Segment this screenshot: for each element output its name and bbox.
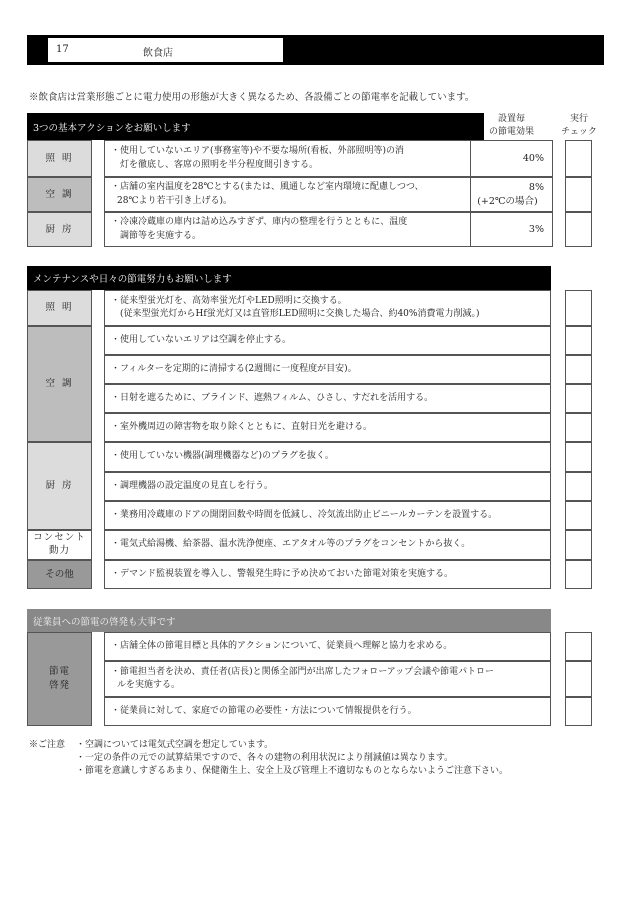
text-line: ルを実施する。 xyxy=(117,680,181,690)
section2-title: メンテナンスや日々の節電努力もお願いします xyxy=(33,274,232,285)
section1-action-aircon xyxy=(104,177,484,212)
check-header-line2: チェック xyxy=(561,127,597,138)
section2-header xyxy=(27,266,551,290)
section2-item: ・電気式給湯機、給茶器、温水洗浄便座、エアタオル等のプラグをコンセントから抜く。 xyxy=(104,530,551,560)
section2-item xyxy=(104,290,551,326)
label-line: 節電 xyxy=(48,666,70,678)
check-box[interactable] xyxy=(565,661,592,697)
section2-label-aircon: 空 調 xyxy=(27,326,92,442)
text-line: 灯を徹底し、客席の照明を半分程度間引きする。 xyxy=(120,159,319,170)
check-box[interactable] xyxy=(565,326,592,355)
check-box[interactable] xyxy=(565,697,592,726)
effect-column-header xyxy=(470,113,553,139)
section1-header xyxy=(27,113,484,140)
text-line: ・従来型蛍光灯を、高効率蛍光灯やLED照明に交換する。 xyxy=(111,295,347,306)
check-box[interactable] xyxy=(565,560,592,589)
section3-title: 従業員への節電の啓発も大事です xyxy=(33,616,176,628)
section3-label-awareness xyxy=(27,632,92,726)
section3-item xyxy=(104,661,551,697)
text-line: 28℃より若干引き上げる)。 xyxy=(117,195,233,206)
text-line: (従来型蛍光灯からHf蛍光灯又は直管形LED照明に交換した場合、約40%消費電力削減。) xyxy=(120,309,480,319)
section2-item: ・フィルターを定期的に清掃する(2週間に一度程度が目安)。 xyxy=(104,355,551,384)
section2-item: ・使用していないエリアは空調を停止する。 xyxy=(104,326,551,355)
check-box[interactable] xyxy=(565,212,592,247)
section1-label-kitchen: 厨 房 xyxy=(27,212,92,247)
section1-title: 3つの基本アクションをお願いします xyxy=(33,122,191,134)
section2-label-other: その他 xyxy=(27,560,92,589)
section1-label-aircon: 空 調 xyxy=(27,177,92,212)
title-box xyxy=(48,38,283,62)
page-number: 17 xyxy=(56,44,69,55)
text-line: ・冷凍冷蔵庫の庫内は詰め込みすぎず、庫内の整理を行うとともに、温度 xyxy=(111,217,408,228)
check-column-header xyxy=(556,113,602,139)
label-line: 動力 xyxy=(48,545,70,556)
check-box[interactable] xyxy=(565,501,592,530)
text-line: 調節等を実施する。 xyxy=(120,230,202,241)
check-box[interactable] xyxy=(565,384,592,413)
section1-effect-kitchen xyxy=(470,212,553,247)
section2-item: ・業務用冷蔵庫のドアの開閉回数や時間を低減し、冷気流出防止ビニールカーテンを設置する。 xyxy=(104,501,551,530)
check-box[interactable] xyxy=(565,442,592,472)
section1-action-lighting xyxy=(104,140,484,177)
check-box[interactable] xyxy=(565,530,592,560)
check-box[interactable] xyxy=(565,632,592,661)
section1-effect-aircon xyxy=(470,177,553,212)
check-box[interactable] xyxy=(565,140,592,177)
effect-header-line2: の節電効果 xyxy=(488,127,534,138)
section2-item: ・使用していない機器(調理機器など)のプラグを抜く。 xyxy=(104,442,551,472)
footnote-item: ・節電を意識しすぎるあまり、保健衛生上、安全上及び管理上不適切なものとならないようご注意下さい。 xyxy=(76,766,509,776)
text-line: ・使用していないエリア(事務室等)や不要な場所(看板、外部照明等)の消 xyxy=(111,146,405,157)
section2-label-lighting: 照 明 xyxy=(27,290,92,326)
section2-label-outlet-power xyxy=(27,530,92,560)
check-box[interactable] xyxy=(565,413,592,442)
check-box[interactable] xyxy=(565,177,592,212)
effect-header-line1: 設置毎 xyxy=(497,114,525,124)
text-line: ・店舗の室内温度を28℃とする(または、風通しなど室内環境に配慮しつつ、 xyxy=(111,182,424,193)
footnote-list xyxy=(76,739,508,778)
label-line: 啓発 xyxy=(48,680,70,691)
effect-value: 40% xyxy=(522,152,544,164)
footnote-item: ・一定の条件の元での試算結果ですので、各々の建物の利用状況により削減値は異なります。 xyxy=(76,753,454,763)
section2-item: ・調理機器の設定温度の見直しを行う。 xyxy=(104,472,551,501)
effect-value: 3% xyxy=(528,223,544,235)
section2-label-kitchen: 厨 房 xyxy=(27,442,92,530)
effect-note: (+2℃の場合) xyxy=(477,195,538,207)
section1-effect-lighting xyxy=(470,140,553,177)
check-header-line1: 実行 xyxy=(569,114,588,124)
section2-item: ・デマンド監視装置を導入し、警報発生時に予め決めておいた節電対策を実施する。 xyxy=(104,560,551,589)
footnote-item: ・空調については電気式空調を想定しています。 xyxy=(76,740,274,750)
check-box[interactable] xyxy=(565,355,592,384)
intro-note: ※飲食店は営業形態ごとに電力使用の形態が大きく異なるため、各設備ごとの節電率を記載しています。 xyxy=(29,92,475,103)
check-box[interactable] xyxy=(565,290,592,326)
section2-item: ・日射を遮るために、ブラインド、遮熱フィルム、ひさし、すだれを活用する。 xyxy=(104,384,551,413)
section3-header xyxy=(27,609,551,632)
footnote-label: ※ご注意 xyxy=(29,740,66,750)
check-box[interactable] xyxy=(565,472,592,501)
section2-item: ・室外機周辺の障害物を取り除くとともに、直射日光を避ける。 xyxy=(104,413,551,442)
section1-label-lighting: 照 明 xyxy=(27,140,92,177)
text-line: ・節電担当者を決め、責任者(店長)と関係全部門が出席したフォローアップ会議や節電パトロー xyxy=(111,666,494,677)
category-title: 飲食店 xyxy=(143,48,173,59)
section3-item: ・店舗全体の節電目標と具体的アクションについて、従業員へ理解と協力を求める。 xyxy=(104,632,551,661)
label-line: コンセント xyxy=(33,532,86,544)
effect-value: 8% xyxy=(528,181,544,193)
section1-action-kitchen xyxy=(104,212,484,247)
section3-item: ・従業員に対して、家庭での節電の必要性・方法について情報提供を行う。 xyxy=(104,697,551,726)
